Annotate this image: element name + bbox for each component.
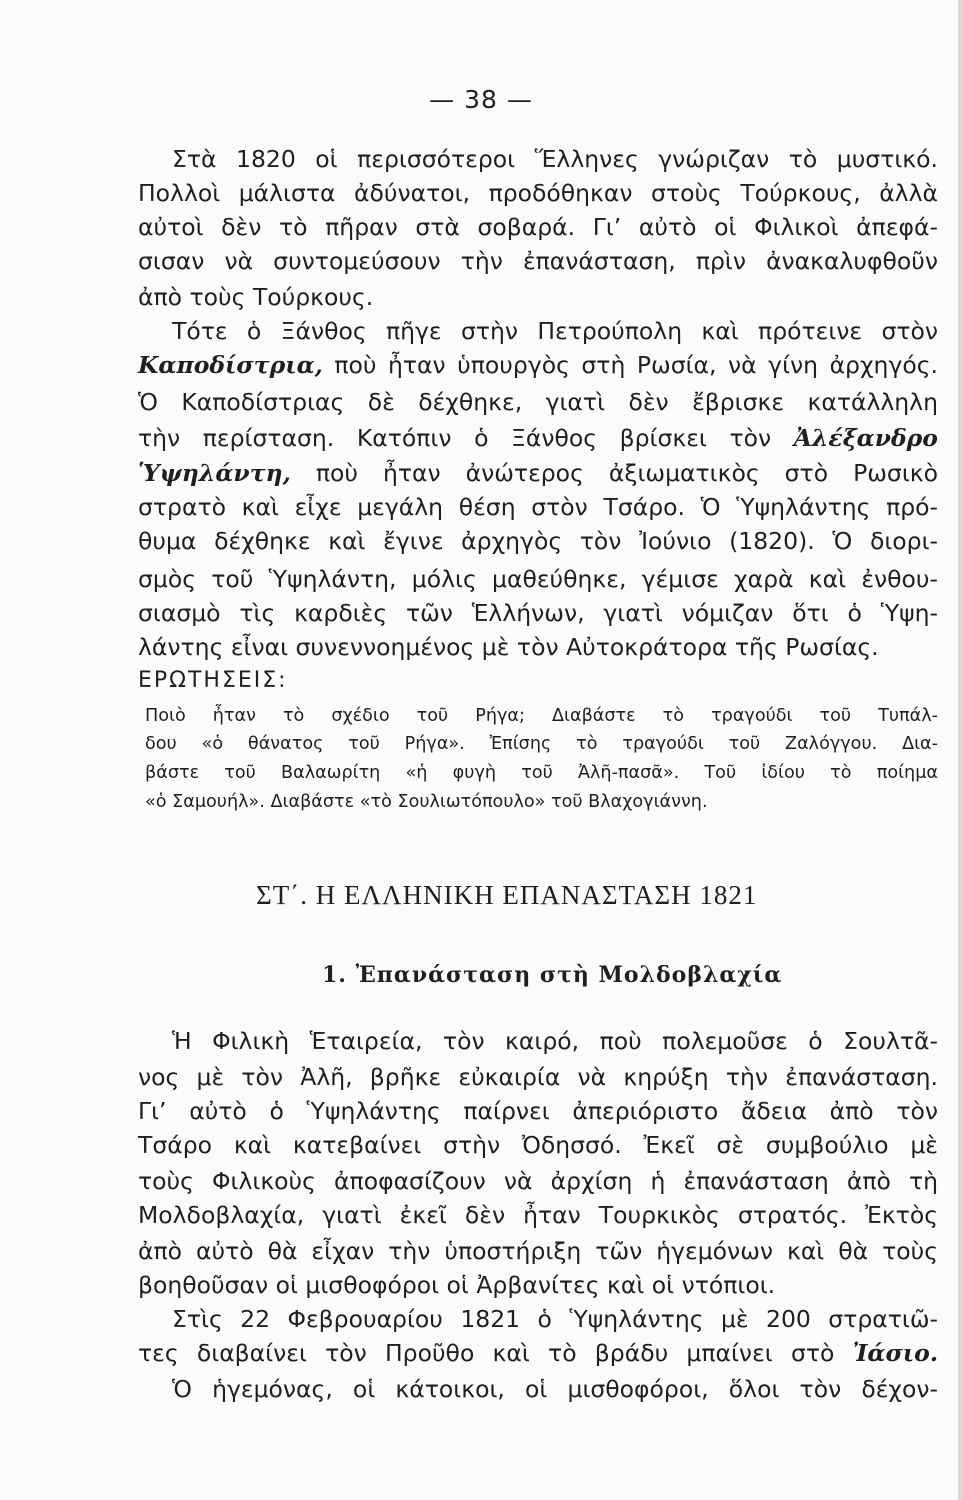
text-line: [138, 1336, 938, 1370]
text-line: Στὰ 1820 οἱ περισσότεροι Ἕλληνες γνώριζαν τὸ μυστικό.: [172, 145, 938, 173]
text-line: Τσάρο καὶ κατεβαίνει στὴν Ὀδησσό. Ἐκεῖ σὲ συμβούλιο μὲ: [138, 1131, 938, 1159]
text-line: θυμα δέχθηκε καὶ ἔγινε ἀρχηγὸς τὸν Ἰούνιο (1820). Ὁ διορι-: [138, 527, 938, 555]
question-line: «ὁ Σαμουήλ». Διαβάστε «τὸ Σουλιωτόπουλο» τοῦ Βλαχογιάννη.: [145, 792, 708, 812]
subsection-title: 1. Ἐπανάσταση στὴ Μολδοβλαχία: [322, 962, 783, 988]
text-line: Γι’ αὐτὸ ὁ Ὑψηλάντης παίρνει ἀπεριόριστο ἄδεια ἀπὸ τὸν: [138, 1097, 938, 1125]
questions-heading: ΕΡΩΤΗΣΕΙΣ:: [138, 668, 288, 693]
place-name: Ἰάσιο.: [852, 1339, 938, 1367]
text-line: λάντης εἶναι συνεννοημένος μὲ τὸν Αὐτοκράτορα τῆς Ρωσίας.: [138, 633, 879, 661]
page-number: — 38 —: [429, 85, 533, 114]
text-line: τοὺς Φιλικοὺς ἀποφασίζουν νὰ ἀρχίση ἡ ἐπανάσταση ἀπὸ τὴ: [138, 1167, 938, 1195]
text-line: [138, 456, 938, 490]
text-line: [138, 421, 938, 455]
text-line: Πολλοὶ μάλιστα ἀδύνατοι, προδόθηκαν στοὺς Τούρκους, ἀλλὰ: [138, 179, 938, 207]
text-line: ἀπὸ αὐτὸ θὰ εἶχαν τὴν ὑποστήριξη τῶν ἡγεμόνων καὶ θὰ τοὺς: [138, 1237, 938, 1265]
person-name: Καποδίστρια,: [138, 351, 323, 379]
question-line: Ποιὸ ἦταν τὸ σχέδιο τοῦ Ρήγα; Διαβάστε τὸ τραγούδι τοῦ Τυπάλ-: [145, 706, 938, 726]
text-line: σιασμὸ τὶς καρδιὲς τῶν Ἑλλήνων, γιατὶ νόμιζαν ὅτι ὁ Ὑψη-: [138, 599, 938, 627]
text-line: σμὸς τοῦ Ὑψηλάντη, μόλις μαθεύθηκε, γέμισε χαρὰ καὶ ἐνθου-: [138, 565, 938, 593]
page-edge: [958, 0, 962, 1500]
text-span: τες διαβαίνει τὸν Προῦθο καὶ τὸ βράδυ μπαίνει στὸ: [138, 1339, 853, 1367]
question-line: δου «ὁ θάνατος τοῦ Ρήγα». Ἐπίσης τὸ τραγούδι τοῦ Ζαλόγγου. Δια-: [145, 734, 938, 754]
text-line: βοηθοῦσαν οἱ μισθοφόροι οἱ Ἀρβανίτες καὶ οἱ ντόπιοι.: [138, 1271, 776, 1299]
section-title: ΣΤ΄. Η ΕΛΛΗΝΙΚΗ ΕΠΑΝΑΣΤΑΣΗ 1821: [256, 880, 758, 910]
text-line: Μολδοβλαχία, γιατὶ ἐκεῖ δὲν ἦταν Τουρκικὸς στρατός. Ἐκτὸς: [138, 1201, 938, 1229]
text-line: Ἡ Φιλικὴ Ἑταιρεία, τὸν καιρό, ποὺ πολεμοῦσε ὁ Σουλτᾶ-: [172, 1027, 938, 1055]
text-line: Ὁ ἡγεμόνας, οἱ κάτοικοι, οἱ μισθοφόροι, ὅλοι τὸν δέχον-: [172, 1375, 938, 1403]
text-line: Ὁ Καποδίστριας δὲ δέχθηκε, γιατὶ δὲν ἔβρισκε κατάλληλη: [138, 388, 938, 416]
text-line: στρατὸ καὶ εἶχε μεγάλη θέση στὸν Τσάρο. Ὁ Ὑψηλάντης πρό-: [138, 493, 938, 521]
person-name: Ὑψηλάντη,: [138, 459, 291, 487]
text-line: αὐτοὶ δὲν τὸ πῆραν στὰ σοβαρά. Γι’ αὐτὸ οἱ Φιλικοὶ ἀπεφά-: [138, 213, 938, 241]
text-span: ποὺ ἦταν ὑπουργὸς στὴ Ρωσία, νὰ γίνη ἀρχηγός.: [322, 351, 938, 379]
question-line: βάστε τοῦ Βαλαωρίτη «ἡ φυγὴ τοῦ Ἀλῆ-πασᾶ». Τοῦ ἰδίου τὸ ποίημα: [145, 763, 938, 783]
text-line: ἀπὸ τοὺς Τούρκους.: [138, 283, 374, 311]
text-line: [138, 348, 938, 382]
person-name: Ἀλέξανδρο: [793, 424, 938, 452]
text-line: Στὶς 22 Φεβρουαρίου 1821 ὁ Ὑψηλάντης μὲ 200 στρατιῶ-: [172, 1305, 938, 1333]
text-span: τὴν περίσταση. Κατόπιν ὁ Ξάνθος βρίσκει τὸν: [138, 424, 794, 452]
text-line: νος μὲ τὸν Ἀλῆ, βρῆκε εὐκαιρία νὰ κηρύξη τὴν ἐπανάσταση.: [138, 1063, 938, 1091]
text-line: Τότε ὁ Ξάνθος πῆγε στὴν Πετρούπολη καὶ πρότεινε στὸν: [172, 317, 938, 345]
text-line: σισαν νὰ συντομεύσουν τὴν ἐπανάσταση, πρὶν ἀνακαλυφθοῦν: [138, 247, 938, 275]
text-span: ποὺ ἦταν ἀνώτερος ἀξιωματικὸς στὸ Ρωσικὸ: [290, 459, 938, 487]
